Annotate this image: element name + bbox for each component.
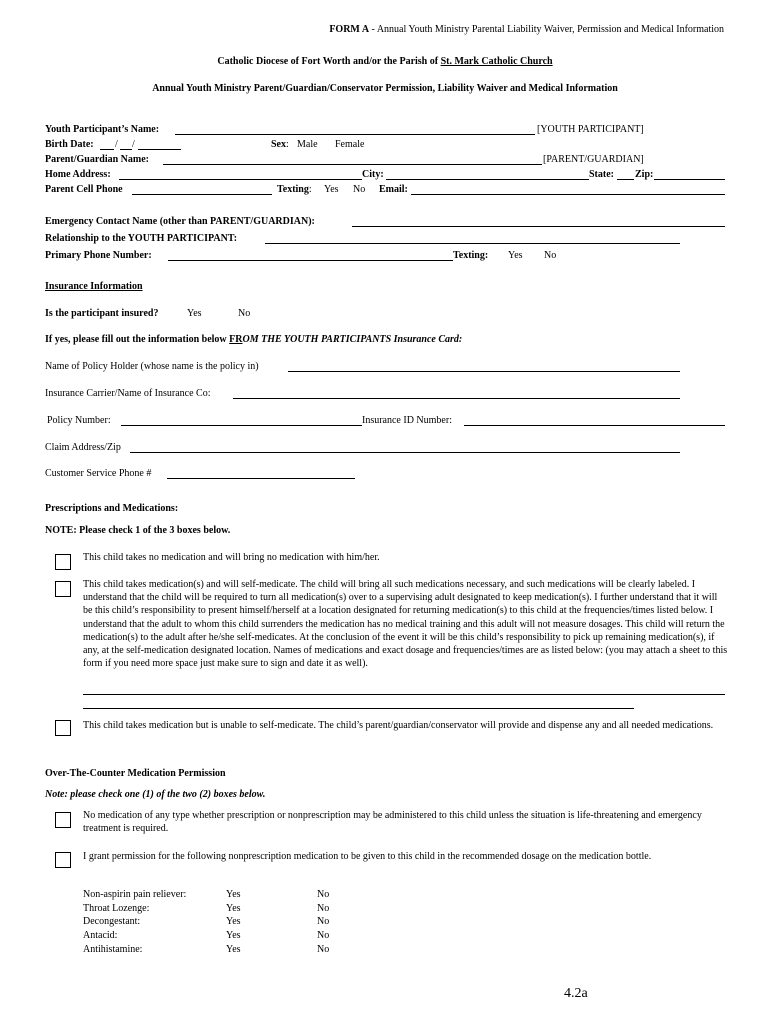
state-field[interactable]: [617, 179, 634, 180]
emergency-contact-label: Emergency Contact Name (other than PARENT/GUARDIAN):: [45, 216, 315, 227]
otc-med-name: Throat Lozenge:: [83, 903, 150, 914]
sex-label: Sex: [271, 139, 286, 150]
medication-list-line-1[interactable]: [83, 694, 725, 695]
policy-holder-label: Name of Policy Holder (whose name is the policy in): [45, 361, 259, 372]
prescriptions-heading: Prescriptions and Medications:: [45, 503, 179, 514]
home-address-field[interactable]: [119, 179, 362, 180]
form-header: [329, 24, 724, 35]
customer-service-field[interactable]: [167, 478, 355, 479]
otc-med-yes[interactable]: Yes: [226, 930, 241, 941]
otc-med-yes[interactable]: Yes: [226, 889, 241, 900]
texting-colon: :: [308, 184, 312, 195]
page-number: 4.2a: [564, 986, 588, 1001]
no-otc-medication-text: No medication of any type whether prescription or nonprescription may be administered to this child unless the situation is life-threatening and emergency treatment is required.: [83, 810, 702, 835]
city-field[interactable]: [386, 179, 589, 180]
texting-label: Texting: [277, 184, 309, 195]
self-medicate-checkbox[interactable]: [55, 581, 71, 597]
otc-med-no[interactable]: No: [317, 944, 330, 955]
otc-med-yes[interactable]: Yes: [226, 903, 241, 914]
insured-yes-option[interactable]: Yes: [187, 308, 202, 319]
customer-service-label: Customer Service Phone #: [45, 468, 152, 479]
claim-address-label: Claim Address/Zip: [45, 442, 121, 453]
insurance-id-field[interactable]: [464, 425, 725, 426]
insured-question: Is the participant insured?: [45, 308, 159, 319]
otc-med-name: Non-aspirin pain reliever:: [83, 889, 187, 900]
parish-name: St. Mark Catholic Church: [440, 56, 553, 67]
participant-name-field[interactable]: [175, 134, 535, 135]
sex-field: [271, 139, 289, 150]
otc-med-name: Decongestant:: [83, 916, 141, 927]
texting-no-option[interactable]: No: [353, 184, 366, 195]
parent-cell-field[interactable]: [132, 194, 272, 195]
insurance-instructions-from-om: OM: [242, 334, 259, 345]
insurance-carrier-field[interactable]: [233, 398, 680, 399]
insured-no-option[interactable]: No: [238, 308, 251, 319]
otc-med-yes[interactable]: Yes: [226, 916, 241, 927]
insurance-carrier-label: Insurance Carrier/Name of Insurance Co:: [45, 388, 211, 399]
title-form: Annual Youth Ministry Parent/Guardian/Conservator Permission, Liability Waiver and Medical Information: [152, 83, 618, 94]
insurance-instructions: [45, 334, 462, 345]
parent-name-field[interactable]: [163, 164, 542, 165]
primary-phone-field[interactable]: [168, 260, 453, 261]
title-diocese: [0, 56, 770, 67]
otc-permission-checkbox[interactable]: [55, 852, 71, 868]
otc-med-no[interactable]: No: [317, 930, 330, 941]
participant-name-suffix: [YOUTH PARTICIPANT]: [537, 124, 644, 135]
self-medicate-text: This child takes medication(s) and will self-medicate. The child will bring all such medications necessary, and such medications will be clearly labeled. I understand that the child will be required to turn all medication(s) over to a supervising adult designated to keep medication(s). I further understand that it will be this child’s responsibility to present himself/herself at a location designated for returning medication(s) to this child at the frequencies/times listed below. I understand that the adult to whom this child surrenders the medication has no medical training and this adult will not measure dosages. This child will return the medication(s) to the adult after he/she self-medicates. At the conclusion of the event it will be this child’s responsibility to pick up remaining medication(s), if any, at the self-medication designated location. Names of medications and exact dosage and frequencies/times are as listed below: (you may attach a sheet to this form if you need more space just make sure to sign and date it as well).: [83, 579, 728, 670]
otc-note: Note: please check one (1) of the two (2) boxes below.: [45, 789, 266, 800]
insurance-id-label: Insurance ID Number:: [362, 415, 452, 426]
birth-year-field[interactable]: [138, 149, 181, 150]
no-medication-text: This child takes no medication and will bring no medication with him/her.: [83, 552, 380, 563]
birth-date-label: Birth Date:: [45, 139, 94, 150]
birth-slash-1: /: [115, 139, 118, 150]
insurance-instructions-from-fr: FR: [229, 334, 243, 345]
emergency-contact-field[interactable]: [352, 226, 725, 227]
parent-name-label: Parent/Guardian Name:: [45, 154, 149, 165]
otc-med-no[interactable]: No: [317, 916, 330, 927]
medication-list-line-2[interactable]: [83, 708, 634, 709]
parent-administers-checkbox[interactable]: [55, 720, 71, 736]
no-medication-checkbox[interactable]: [55, 554, 71, 570]
otc-med-yes[interactable]: Yes: [226, 944, 241, 955]
form-description: - Annual Youth Ministry Parental Liability Waiver, Permission and Medical Information: [369, 24, 724, 35]
texting-yes-option[interactable]: Yes: [324, 184, 339, 195]
otc-heading: Over-The-Counter Medication Permission: [45, 768, 226, 779]
city-label: City:: [362, 169, 384, 180]
emergency-texting-yes[interactable]: Yes: [508, 250, 523, 261]
state-label: State:: [589, 169, 614, 180]
otc-med-name: Antihistamine:: [83, 944, 143, 955]
parent-name-suffix: [PARENT/GUARDIAN]: [543, 154, 644, 165]
claim-address-field[interactable]: [130, 452, 680, 453]
prescriptions-note: NOTE: Please check 1 of the 3 boxes below.: [45, 525, 231, 536]
insurance-instructions-text: If yes, please fill out the information below: [45, 334, 230, 345]
sex-female-option[interactable]: Female: [335, 139, 365, 150]
no-otc-medication-checkbox[interactable]: [55, 812, 71, 828]
sex-male-option[interactable]: Male: [297, 139, 318, 150]
parent-cell-label: Parent Cell Phone: [45, 184, 123, 195]
emergency-texting-no[interactable]: No: [544, 250, 557, 261]
email-field[interactable]: [411, 194, 725, 195]
otc-med-no[interactable]: No: [317, 889, 330, 900]
insurance-instructions-card: THE YOUTH PARTICIPANTS Insurance Card:: [258, 334, 463, 345]
otc-permission-text: I grant permission for the following nonprescription medication to be given to this child in the recommended dosage on the medication bottle.: [83, 851, 652, 862]
policy-number-field[interactable]: [121, 425, 362, 426]
primary-phone-label: Primary Phone Number:: [45, 250, 152, 261]
insurance-heading: Insurance Information: [45, 281, 143, 292]
relationship-field[interactable]: [265, 243, 680, 244]
policy-holder-field[interactable]: [288, 371, 680, 372]
texting-field: [277, 184, 312, 195]
title-diocese-prefix: Catholic Diocese of Fort Worth and/or the Parish of: [217, 56, 441, 67]
relationship-label: Relationship to the YOUTH PARTICIPANT:: [45, 233, 238, 244]
otc-med-name: Antacid:: [83, 930, 118, 941]
sex-colon: :: [286, 139, 289, 150]
participant-name-label: Youth Participant’s Name:: [45, 124, 160, 135]
otc-med-no[interactable]: No: [317, 903, 330, 914]
home-address-label: Home Address:: [45, 169, 111, 180]
emergency-texting-label: Texting:: [453, 250, 489, 261]
policy-number-label: Policy Number:: [47, 415, 111, 426]
birth-month-field[interactable]: [100, 149, 114, 150]
birth-day-field[interactable]: [120, 149, 132, 150]
birth-slash-2: /: [132, 139, 135, 150]
email-label: Email:: [379, 184, 408, 195]
form-label: FORM A: [329, 24, 370, 35]
zip-label: Zip:: [635, 169, 654, 180]
zip-field[interactable]: [654, 179, 725, 180]
parent-administers-text: This child takes medication but is unable to self-medicate. The child’s parent/guardian/conservator will provide and dispense any and all needed medications.: [83, 720, 714, 731]
